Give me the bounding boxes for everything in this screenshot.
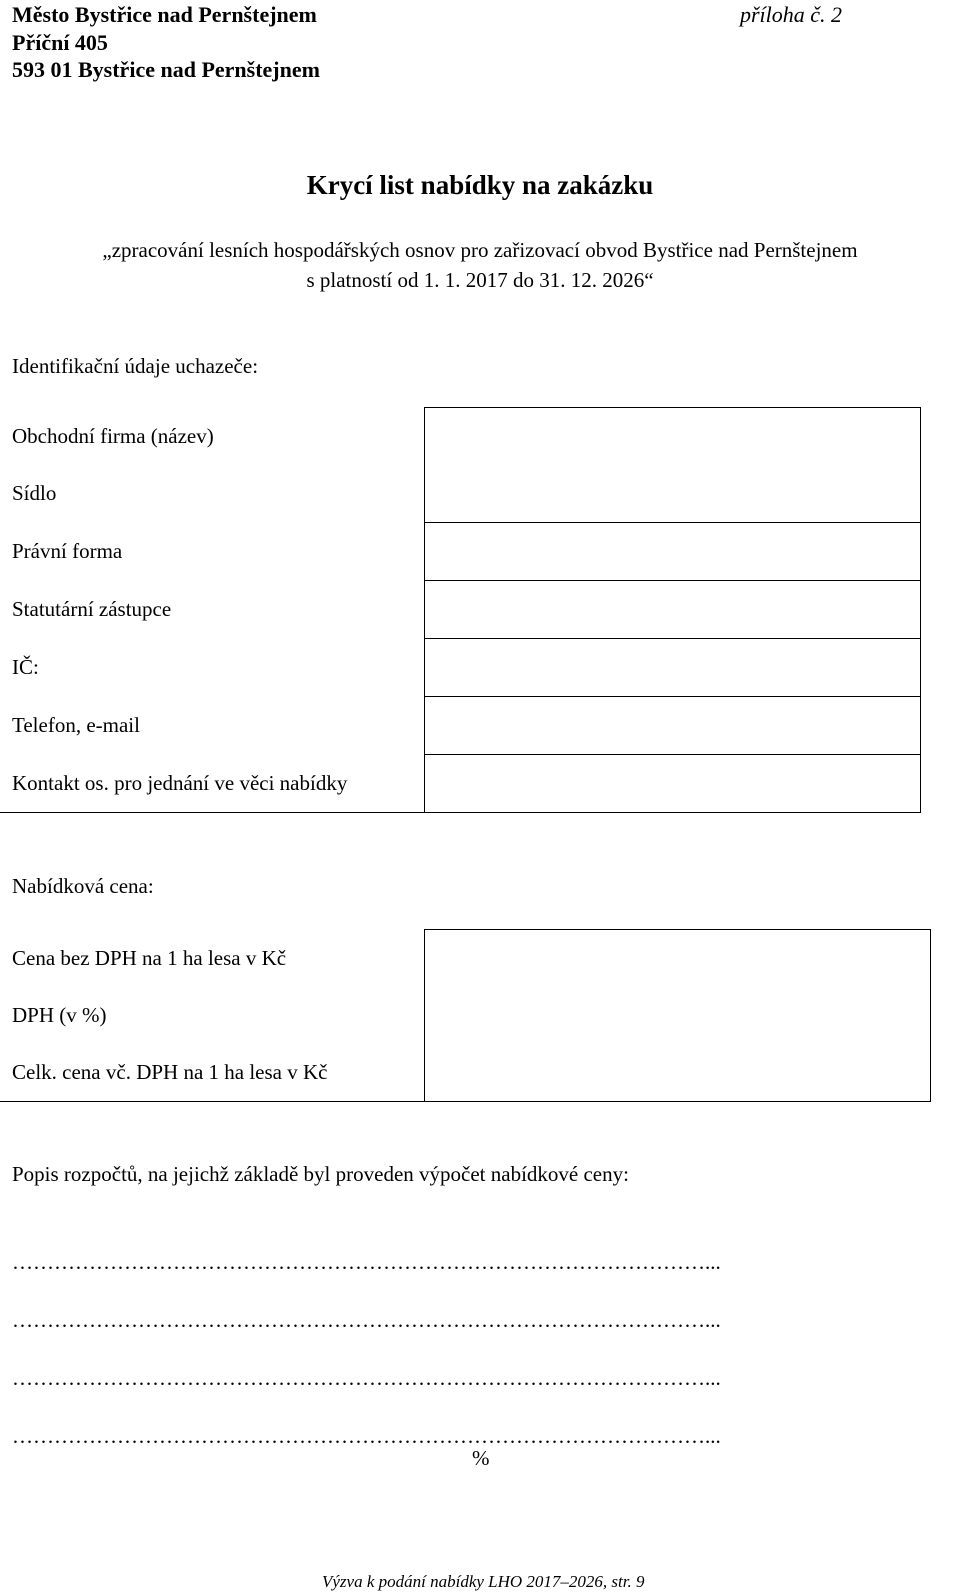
price-without-vat-field[interactable] — [425, 930, 931, 988]
page-footer: Výzva k podání nabídky LHO 2017–2026, str. 9 — [322, 1572, 645, 1591]
table-row — [0, 1044, 931, 1102]
dotted-line[interactable]: ………………………………………………………………………………………... — [12, 1424, 721, 1448]
row-label: Kontakt os. pro jednání ve věci nabídky — [0, 755, 425, 813]
subtitle-line-2: s platností od 1. 1. 2017 do 31. 12. 2026“ — [306, 268, 654, 292]
table-row — [0, 755, 921, 813]
row-label: Telefon, e-mail — [12, 713, 140, 737]
dotted-line[interactable]: ………………………………………………………………………………………... — [12, 1366, 721, 1390]
row-label: Právní forma — [12, 539, 123, 563]
row-label: Obchodní firma (název) — [12, 423, 214, 448]
budget-heading: Popis rozpočtů, na jejichž základě byl proveden výpočet nabídkové ceny: — [12, 1162, 629, 1186]
dotted-line[interactable]: ………………………………………………………………………………………... — [12, 1250, 721, 1274]
contact-person-field[interactable] — [425, 755, 921, 813]
table-row — [0, 581, 921, 639]
table-row — [0, 697, 921, 755]
table-row — [0, 639, 921, 697]
row-label: Statutární zástupce — [12, 597, 172, 621]
company-name-field[interactable] — [425, 408, 921, 466]
ico-field[interactable] — [425, 639, 921, 697]
row-label: IČ: — [12, 655, 39, 679]
percent-label: % — [472, 1446, 490, 1470]
seat-field[interactable] — [425, 465, 921, 523]
row-label: Cena bez DPH na 1 ha lesa v Kč — [12, 945, 287, 970]
municipality-city: 593 01 Bystřice nad Pernštejnem — [12, 57, 320, 82]
municipality-street: Příční 405 — [12, 30, 108, 55]
row-label: Celk. cena vč. DPH na 1 ha lesa v Kč — [0, 1044, 425, 1102]
table-row — [0, 987, 931, 1044]
table-row — [0, 408, 921, 466]
attachment-label: příloha č. 2 — [740, 2, 843, 27]
row-label: Sídlo — [12, 481, 57, 506]
table-row — [0, 465, 921, 523]
document-title: Krycí list nabídky na zakázku — [306, 170, 654, 200]
identification-table — [0, 407, 921, 813]
municipality-name: Město Bystřice nad Pernštejnem — [12, 2, 317, 27]
total-price-field[interactable] — [425, 1044, 931, 1102]
phone-email-field[interactable] — [425, 697, 921, 755]
legal-form-field[interactable] — [425, 523, 921, 581]
identification-heading: Identifikační údaje uchazeče: — [12, 354, 259, 378]
table-row — [0, 523, 921, 581]
table-row — [0, 930, 931, 988]
row-label: DPH (v %) — [12, 1003, 107, 1027]
subtitle-line-1: „zpracování lesních hospodářských osnov pro zařizovací obvod Bystřice nad Pernštejnem — [102, 238, 858, 262]
statutory-representative-field[interactable] — [425, 581, 921, 639]
vat-percent-field[interactable] — [425, 987, 931, 1044]
price-heading: Nabídková cena: — [12, 874, 154, 898]
dotted-line[interactable]: ………………………………………………………………………………………... — [12, 1308, 721, 1332]
price-table — [0, 929, 931, 1102]
